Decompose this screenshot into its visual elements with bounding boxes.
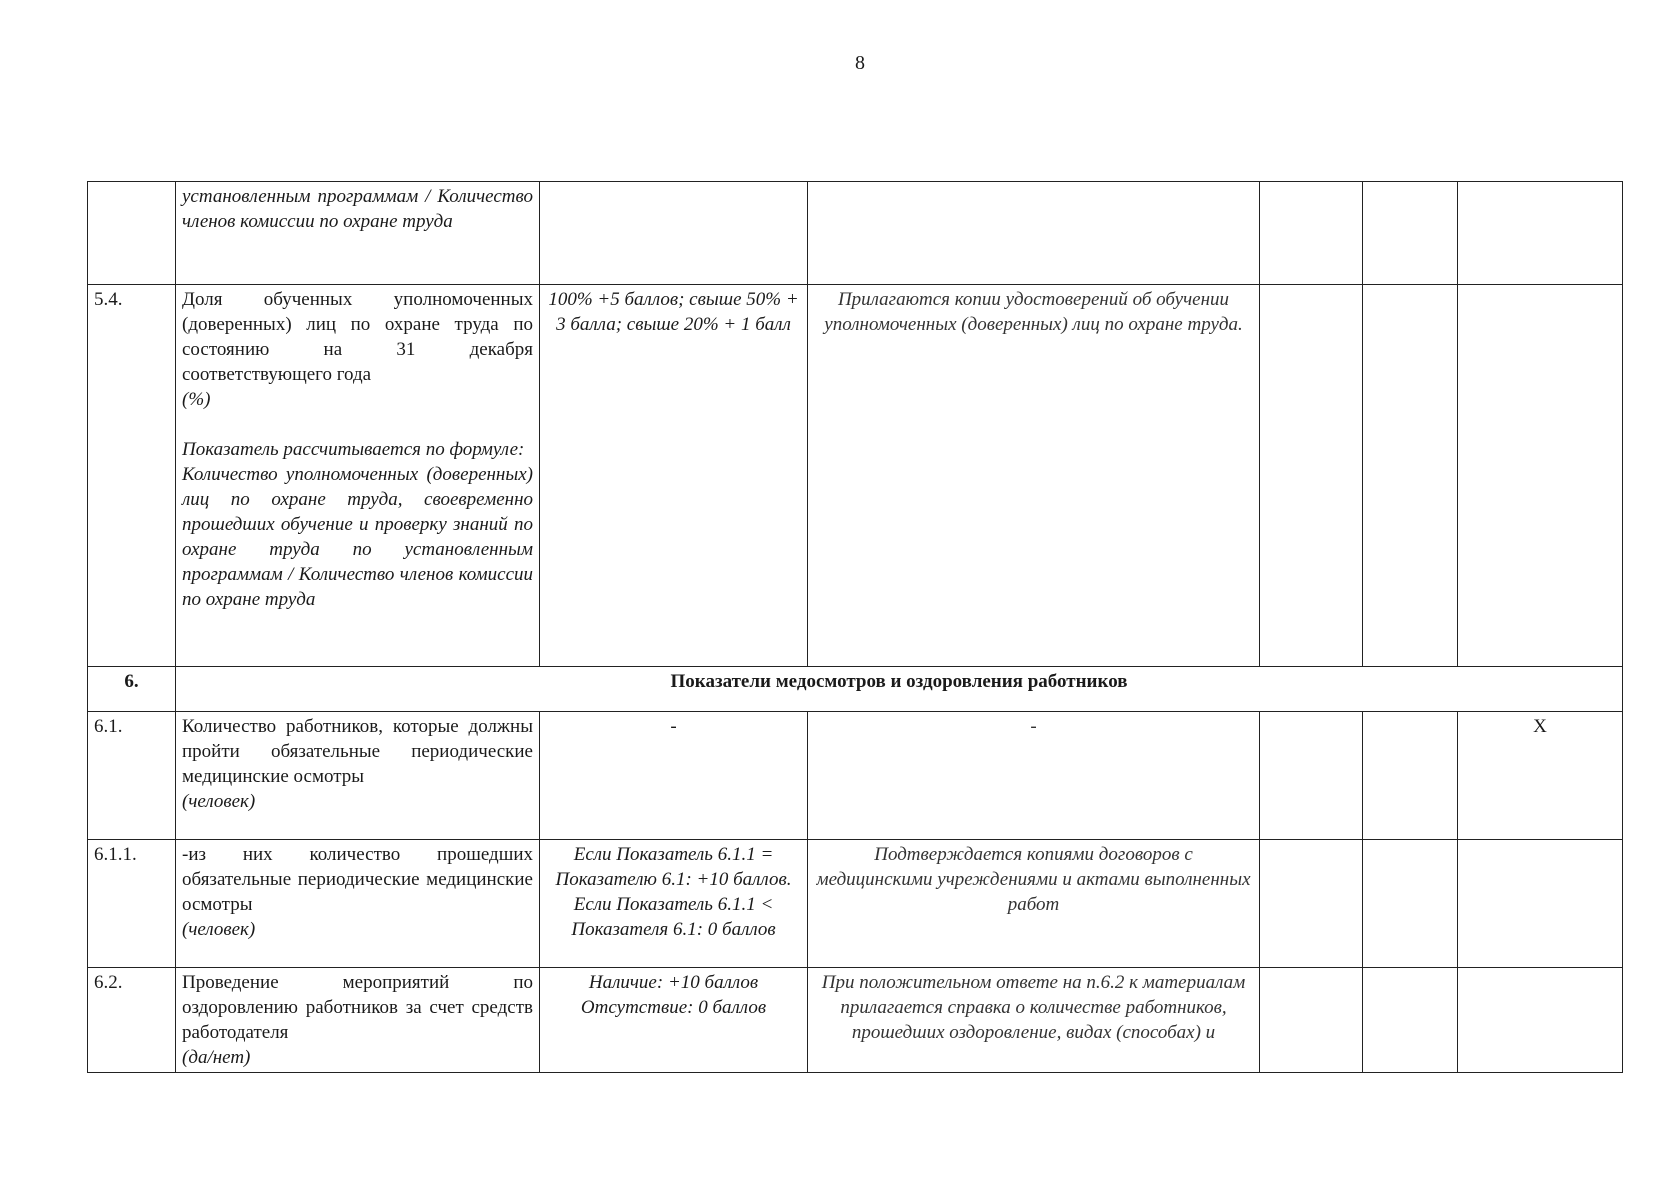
cell-extra-2 bbox=[1363, 968, 1458, 1073]
cell-extra-1 bbox=[1260, 182, 1363, 285]
criteria-text: 100% +5 баллов; свыше 50% + 3 балла; свыше 20% + 1 балл bbox=[540, 285, 808, 667]
cell-extra-2 bbox=[1363, 840, 1458, 968]
cell-docs bbox=[808, 182, 1260, 285]
cell-criteria bbox=[540, 968, 808, 1073]
section-number: 6. bbox=[88, 667, 176, 712]
indicator-unit: (да/нет) bbox=[182, 1047, 251, 1068]
cell-extra-3 bbox=[1458, 968, 1623, 1073]
criteria-text: - bbox=[540, 712, 808, 840]
cell-name bbox=[176, 712, 540, 840]
criteria-table bbox=[87, 181, 1623, 1073]
cell-extra-1 bbox=[1260, 840, 1363, 968]
criteria-less: Если Показатель 6.1.1 < Показателя 6.1: 0 баллов bbox=[571, 894, 776, 940]
cell-name bbox=[176, 285, 540, 667]
docs-text: - bbox=[808, 712, 1260, 840]
cell-extra-2 bbox=[1363, 182, 1458, 285]
indicator-name: Проведение мероприятий по оздоровлению работников за счет средств работодателя bbox=[182, 972, 533, 1043]
cell-extra-3 bbox=[1458, 840, 1623, 968]
criteria-no: Отсутствие: 0 баллов bbox=[580, 997, 767, 1018]
indicator-unit: (человек) bbox=[182, 919, 256, 940]
formula-title: Показатель рассчитывается по формуле: bbox=[182, 439, 525, 460]
cell-criteria bbox=[540, 182, 808, 285]
criteria-equal: Если Показатель 6.1.1 = Показателю 6.1: +10 баллов. bbox=[555, 844, 792, 890]
table-row-continuation bbox=[88, 182, 1623, 285]
cell-criteria bbox=[540, 840, 808, 968]
cell-name bbox=[176, 182, 540, 285]
docs-text: Прилагаются копии удостоверений об обучении уполномоченных (доверенных) лиц по охране труда. bbox=[808, 285, 1260, 667]
cell-extra-1 bbox=[1260, 712, 1363, 840]
table-row-6-2 bbox=[88, 968, 1623, 1073]
row-number: 6.1. bbox=[88, 712, 176, 840]
indicator-unit: (%) bbox=[182, 389, 211, 410]
cell-name bbox=[176, 840, 540, 968]
table-row-6-1-1 bbox=[88, 840, 1623, 968]
section-row-6 bbox=[88, 667, 1623, 712]
formula-text: Количество уполномоченных (доверенных) лиц по охране труда, своевременно прошедших обучение и проверку знаний по охране труда по установленным программам / Количество членов комиссии по охране труда bbox=[182, 464, 533, 610]
cell-num bbox=[88, 182, 176, 285]
cross-mark: X bbox=[1458, 712, 1623, 840]
cell-extra-3 bbox=[1458, 182, 1623, 285]
row-number: 6.1.1. bbox=[88, 840, 176, 968]
cell-name bbox=[176, 968, 540, 1073]
indicator-name: Доля обученных уполномоченных (доверенных) лиц по охране труда по состоянию на 31 декабря соответствующего года bbox=[182, 289, 533, 385]
row-number: 6.2. bbox=[88, 968, 176, 1073]
cell-extra-2 bbox=[1363, 712, 1458, 840]
docs-text: При положительном ответе на п.6.2 к материалам прилагается справка о количестве работников, прошедших оздоровление, видах (способах) и bbox=[808, 968, 1260, 1073]
docs-text: Подтверждается копиями договоров с медицинскими учреждениями и актами выполненных работ bbox=[808, 840, 1260, 968]
cell-extra-2 bbox=[1363, 285, 1458, 667]
page-number: 8 bbox=[855, 52, 865, 74]
criteria-yes: Наличие: +10 баллов bbox=[588, 972, 759, 993]
cell-extra-3 bbox=[1458, 285, 1623, 667]
table-row-6-1 bbox=[88, 712, 1623, 840]
indicator-unit: (человек) bbox=[182, 791, 256, 812]
table-row-5-4 bbox=[88, 285, 1623, 667]
cell-extra-1 bbox=[1260, 285, 1363, 667]
section-title: Показатели медосмотров и оздоровления работников bbox=[176, 667, 1623, 712]
indicator-name: Количество работников, которые должны пройти обязательные периодические медицинские осмотры bbox=[182, 716, 533, 787]
row-number: 5.4. bbox=[88, 285, 176, 667]
indicator-name: -из них количество прошедших обязательные периодические медицинские осмотры bbox=[182, 844, 533, 915]
name-text: установленным программам / Количество членов комиссии по охране труда bbox=[182, 186, 533, 232]
cell-extra-1 bbox=[1260, 968, 1363, 1073]
